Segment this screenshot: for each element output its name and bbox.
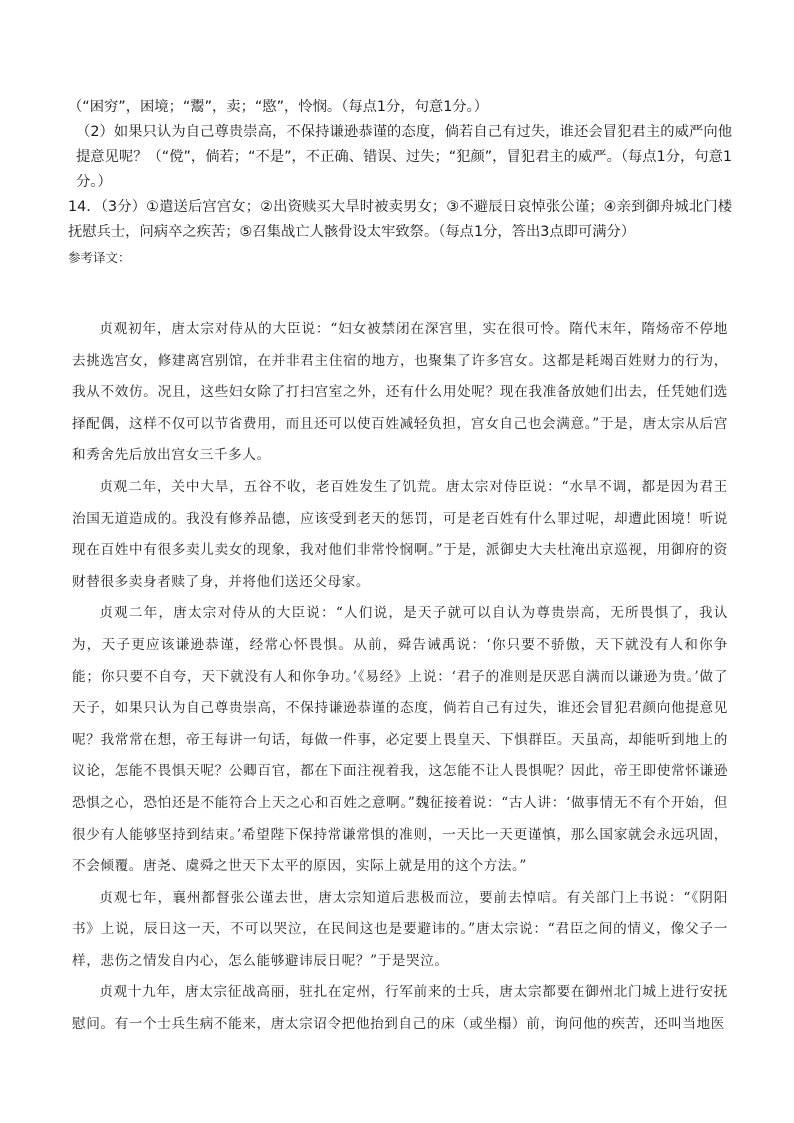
- answer-line-q1-notes: （“困穷”，困境；“鬻”，卖；“愍”，怜悯。（每点1分，句意1分。）: [68, 99, 489, 115]
- translation-paragraph-5: 贞观十九年，唐太宗征战高丽，驻扎在定州，行军前来的士兵，唐太宗都要在御州北门城上进行安抚慰问。有一个士兵生病不能来，唐太宗诏令把他抬到自己的床（或坐榻）前，询问他的疾苦，还叫当地医: [72, 984, 728, 1033]
- answer-q2: （2）如果只认为自己尊贵崇高，不保持谦逊恭谨的态度，倘若自己有过失，谁还会冒犯君主的威严向他提意见呢？（“傥”，倘若；“不是”，不正确、错误、过失；“犯颜”，冒犯君主的威严。（每点1分，句意1分。）: [76, 124, 732, 190]
- reference-translation-title: 参考译文：: [68, 250, 131, 265]
- translation-paragraph-3: 贞观二年，唐太宗对侍从的大臣说：“人们说，是天子就可以自认为尊贵崇高，无所畏惧了，我认为，天子更应该谦逊恭谨，经常心怀畏惧。从前，舜告诫禹说：‘你只要不骄傲，天下就没有人和你争能；你只要不自夸，天下就没有人和你争功。’《易经》上说：‘君子的准则是厌恶自满而以谦逊为贵。’做了天子，如果只认为自己尊贵崇高，不保持谦逊恭谨的态度，倘若自己有过失，谁还会冒犯君颜向他提意见呢？我常常在想，帝王每讲一句话，每做一件事，必定要上畏皇天、下惧群臣。天虽高，却能听到地上的议论，怎能不畏惧天呢？公卿百官，都在下面注视着我，这怎能不让人畏惧呢？因此，帝王即使常怀谦逊恐惧之心，恐怕还是不能符合上天之心和百姓之意啊。”魏征接着说：“古人讲：‘做事情无不有个开始，但很少有人能够坚持到结束。’希望陛下保持常谦常惧的准则，一天比一天更谨慎，那么国家就会永远巩固，不会倾覆。唐尧、虞舜之世天下太平的原因，实际上就是用的这个方法。”: [72, 605, 728, 875]
- translation-paragraph-4: 贞观七年，襄州都督张公谨去世，唐太宗知道后悲极而泣，要前去悼唁。有关部门上书说：“《阴阳书》上说，辰日这一天，不可以哭泣，在民间这也是要避讳的。”唐太宗说：“君臣之间的情义，像父子一样，悲伤之情发自内心，怎么能够避讳辰日呢？”于是哭泣。: [72, 889, 728, 969]
- answer-q14: 14．（3分）①遣送后宫宫女；②出资赎买大旱时被卖男女；③不避辰日哀悼张公谨；④亲到御舟城北门楼抚慰兵士，问病卒之疾苦；⑤召集战亡人骸骨设太牢致祭。（每点1分，答出3点即可满分）: [68, 199, 732, 240]
- translation-paragraph-1: 贞观初年，唐太宗对侍从的大臣说：“妇女被禁闭在深宫里，实在很可怜。隋代末年，隋炀帝不停地去挑选宫女，修建离宫别馆，在并非君主住宿的地方，也聚集了许多宫女。这都是耗竭百姓财力的行为，我从不效仿。况且，这些妇女除了打扫宫室之外，还有什么用处呢？现在我准备放她们出去，任凭她们选择配偶，这样不仅可以节省费用，而且还可以使百姓减轻负担，宫女自己也会满意。”于是，唐太宗从后宫和秀舍先后放出宫女三千多人。: [72, 321, 728, 464]
- reference-translation: [72, 314, 728, 1041]
- translation-paragraph-2: 贞观二年，关中大旱，五谷不收，老百姓发生了饥荒。唐太宗对侍臣说：“水旱不调，都是因为君王治国无道造成的。我没有修养品德，应该受到老天的惩罚，可是老百姓有什么罪过呢，却遭此困境！听说现在百姓中有很多卖儿卖女的现象，我对他们非常怜悯啊。”于是，派御史大夫杜淹出京巡视，用御府的资财替很多卖身者赎了身，并将他们送还父母家。: [72, 478, 728, 590]
- answer-section: [68, 95, 732, 270]
